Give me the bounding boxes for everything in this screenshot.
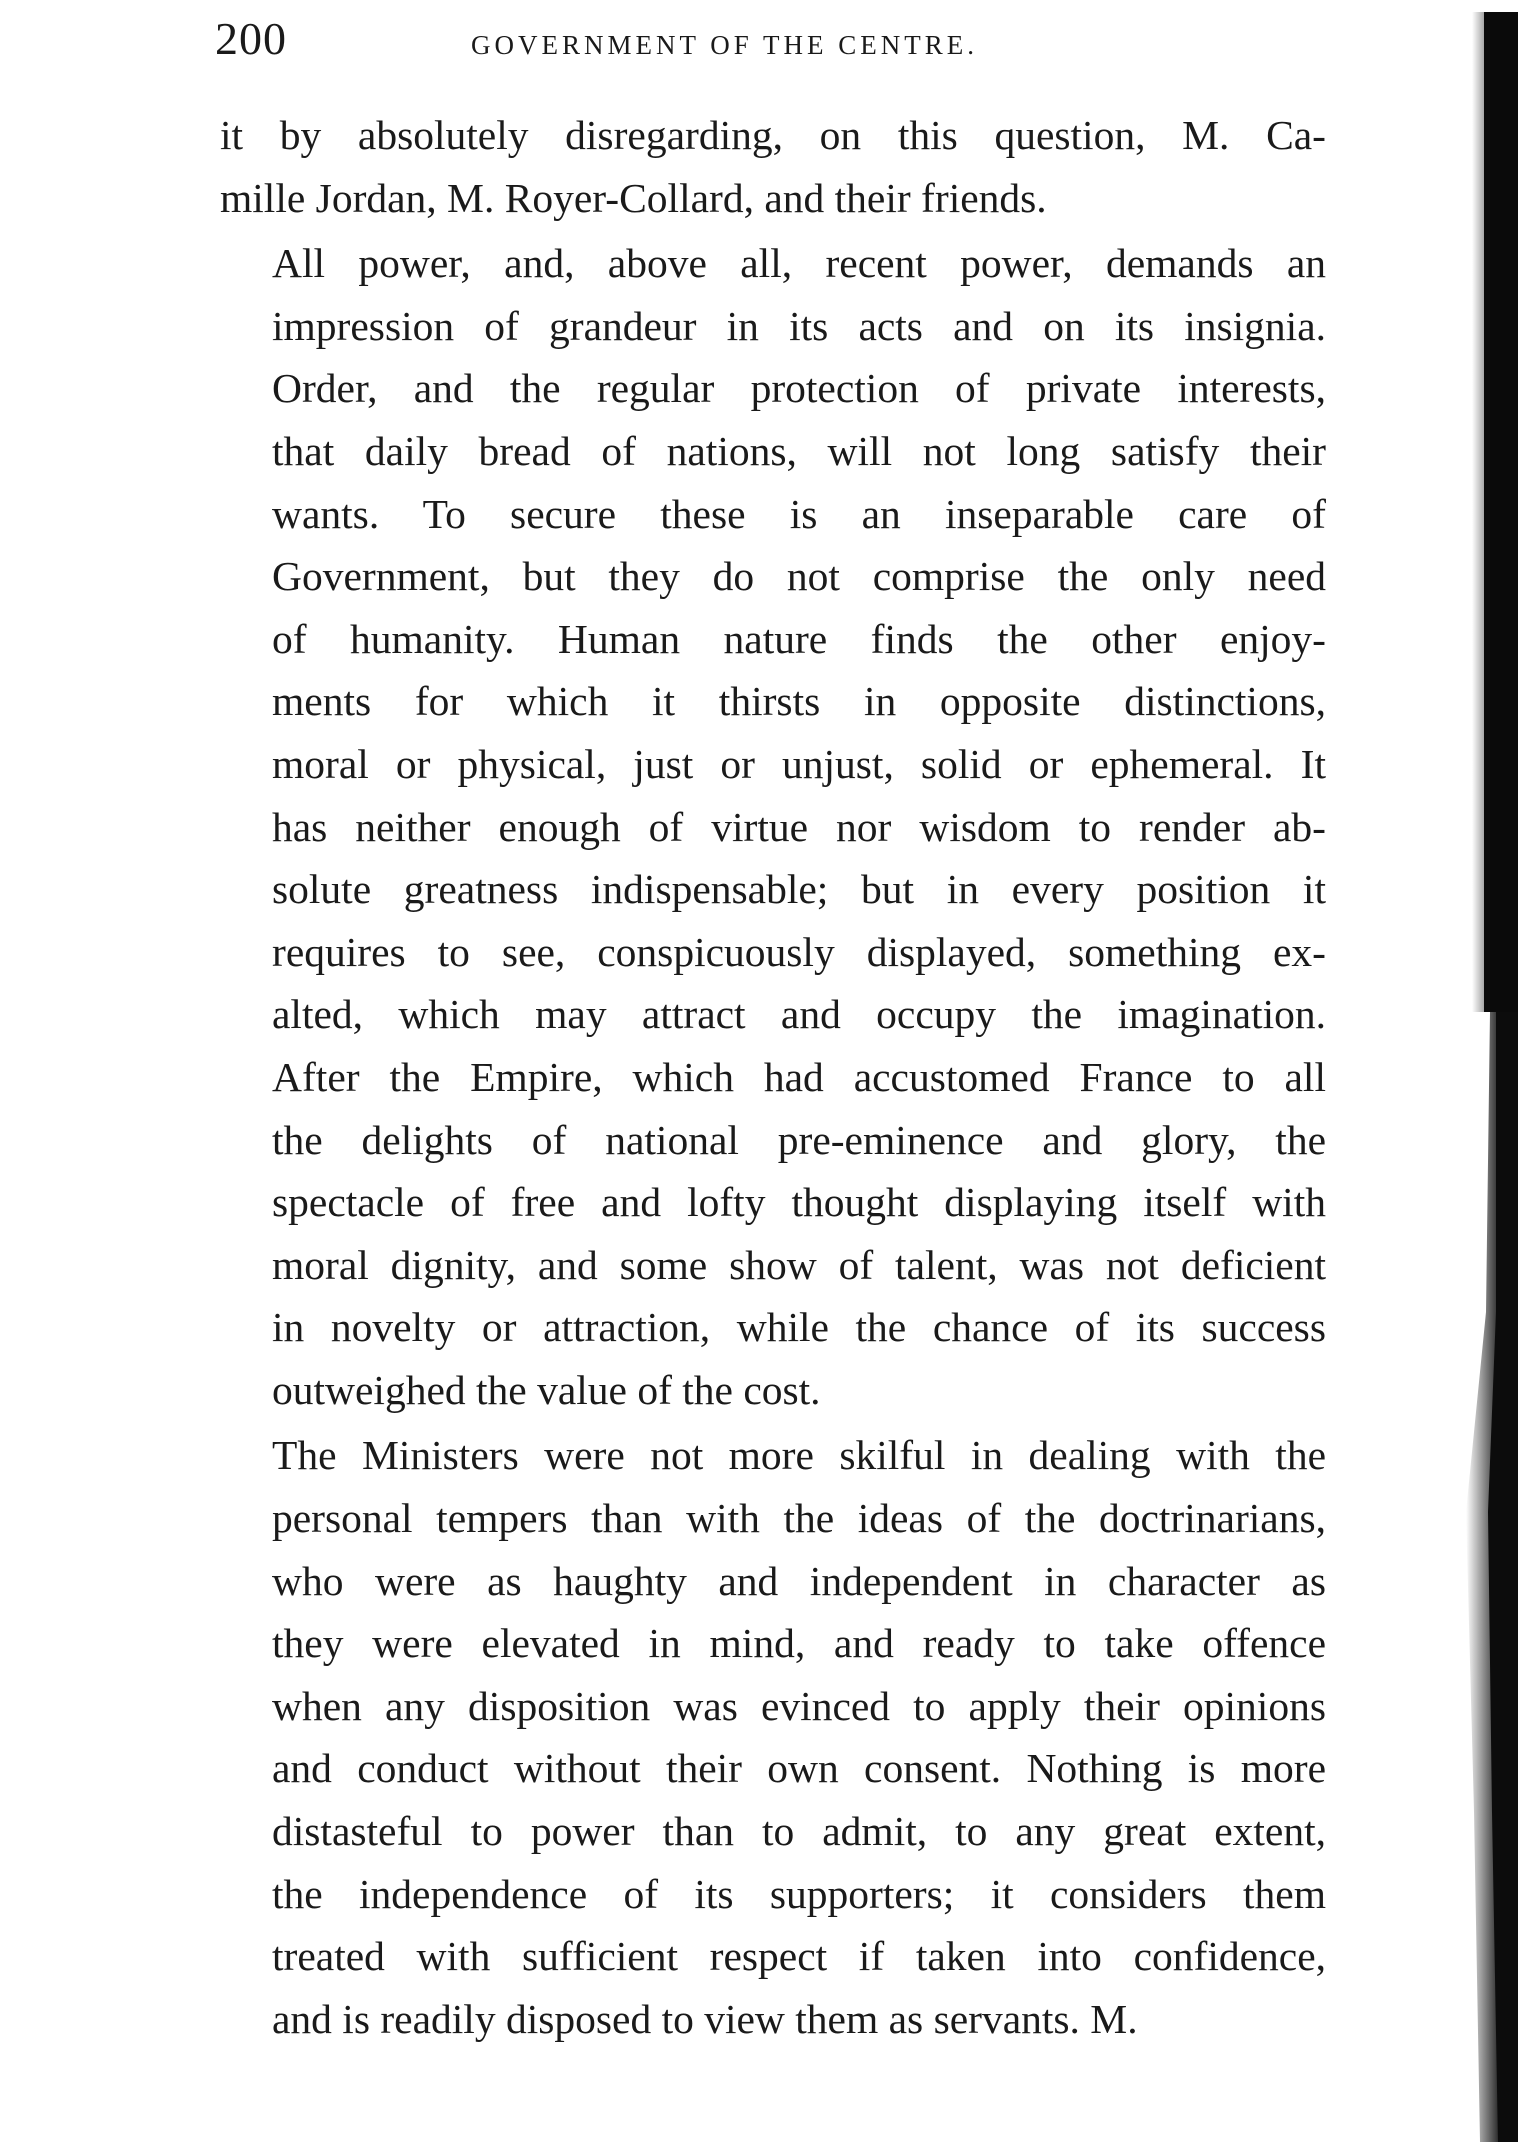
paragraph bbox=[220, 232, 1326, 1421]
text-line: of humanity. Human nature finds the other enjoy- bbox=[272, 615, 1326, 662]
text-line: they were elevated in mind, and ready to take offence bbox=[272, 1620, 1326, 1667]
text-line: The Ministers were not more skilful in dealing with the bbox=[272, 1432, 1326, 1479]
text-line: in novelty or attraction, while the chance of its success bbox=[272, 1304, 1326, 1351]
text-line: distasteful to power than to admit, to any great extent, bbox=[272, 1808, 1326, 1855]
text-line: that daily bread of nations, will not long satisfy their bbox=[272, 427, 1326, 474]
text-line: solute greatness indispensable; but in every position it bbox=[272, 866, 1326, 913]
text-line: Government, but they do not comprise the only need bbox=[272, 553, 1326, 600]
text-line: has neither enough of virtue nor wisdom to render ab- bbox=[272, 803, 1326, 850]
running-head: GOVERNMENT OF THE CENTRE. bbox=[471, 30, 979, 60]
paragraph bbox=[220, 104, 1326, 229]
text-line: outweighed the value of the cost. bbox=[272, 1366, 821, 1413]
text-line: moral dignity, and some show of talent, was not deficient bbox=[272, 1241, 1326, 1288]
text-line: requires to see, conspicuously displayed, something ex- bbox=[272, 928, 1326, 975]
text-line: personal tempers than with the ideas of the doctrinarians, bbox=[272, 1495, 1326, 1542]
paragraph bbox=[220, 1424, 1326, 2050]
text-line: and is readily disposed to view them as servants. M. bbox=[272, 1995, 1138, 2042]
text-line: moral or physical, just or unjust, solid or ephemeral. It bbox=[272, 740, 1326, 787]
text-line: the delights of national pre-eminence and glory, the bbox=[272, 1116, 1326, 1163]
text-line: when any disposition was evinced to apply their opinions bbox=[272, 1682, 1326, 1729]
page-number: 200 bbox=[215, 13, 287, 64]
text-line: spectacle of free and lofty thought displaying itself with bbox=[272, 1179, 1326, 1226]
page-edge-shadow bbox=[1466, 12, 1518, 2142]
page-edge-shadow-graphic bbox=[1466, 12, 1518, 2142]
text-line: alted, which may attract and occupy the imagination. bbox=[272, 991, 1326, 1038]
text-line: After the Empire, which had accustomed France to all bbox=[272, 1053, 1326, 1100]
text-line: and conduct without their own consent. Nothing is more bbox=[272, 1745, 1326, 1792]
text-line: All power, and, above all, recent power, demands an bbox=[272, 240, 1326, 287]
page-header bbox=[215, 12, 1335, 72]
text-line: who were as haughty and independent in character as bbox=[272, 1557, 1326, 1604]
text-line: Order, and the regular protection of private interests, bbox=[272, 365, 1326, 412]
text-line: impression of grandeur in its acts and on its insignia. bbox=[272, 302, 1326, 349]
text-line: mille Jordan, M. Royer-Collard, and their friends. bbox=[220, 174, 1047, 221]
text-line: it by absolutely disregarding, on this question, M. Ca- bbox=[220, 112, 1326, 158]
text-line: treated with sufficient respect if taken into confidence, bbox=[272, 1933, 1326, 1980]
text-line: wants. To secure these is an inseparable care of bbox=[272, 490, 1326, 537]
body-text bbox=[220, 104, 1326, 2053]
text-line: ments for which it thirsts in opposite distinctions, bbox=[272, 678, 1326, 725]
text-line: the independence of its supporters; it considers them bbox=[272, 1870, 1326, 1917]
